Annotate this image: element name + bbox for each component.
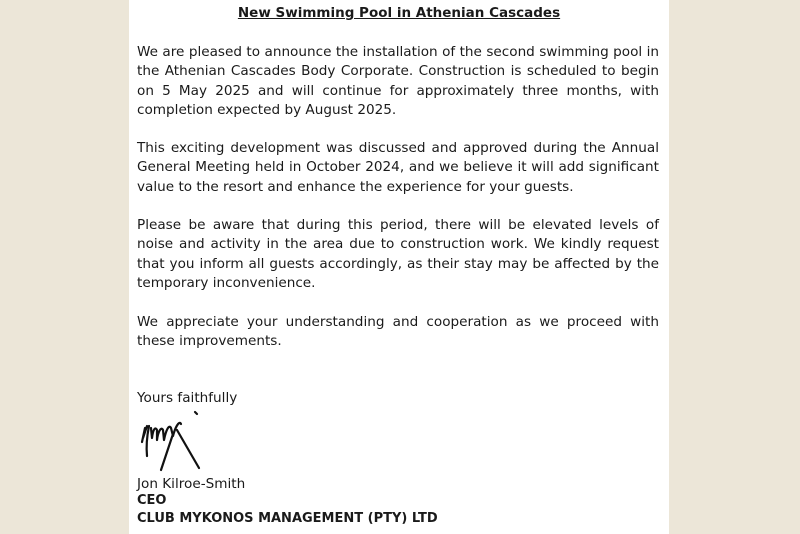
paragraph-appreciation: We appreciate your understanding and cooperation as we proceed with these improvements. (137, 314, 659, 350)
signer-role: CEO (137, 493, 167, 508)
letter-title: New Swimming Pool in Athenian Cascades (237, 5, 561, 21)
handwritten-signature (135, 408, 205, 474)
closing-salutation: Yours faithfully (137, 390, 238, 406)
paragraph-announcement: We are pleased to announce the installation of the second swimming pool in the Athenian Cascades Body Corporate. Construction is scheduled to begin on 5 May 2025 and will continue for approximately three months, with completion expected by August 2025. (137, 44, 659, 118)
company-name: CLUB MYKONOS MANAGEMENT (PTY) LTD (137, 511, 438, 526)
paragraph-noise-notice: Please be aware that during this period, there will be elevated levels of noise and activity in the area due to construction work. We kindly request that you inform all guests accordingly, as their stay may be affected by the temporary inconvenience. (137, 217, 659, 291)
paragraph-approval: This exciting development was discussed and approved during the Annual General Meeting held in October 2024, and we believe it will add significant value to the resort and enhance the experience for your guests. (137, 140, 659, 195)
signer-name: Jon Kilroe-Smith (137, 476, 246, 492)
letter-page (129, 0, 669, 534)
